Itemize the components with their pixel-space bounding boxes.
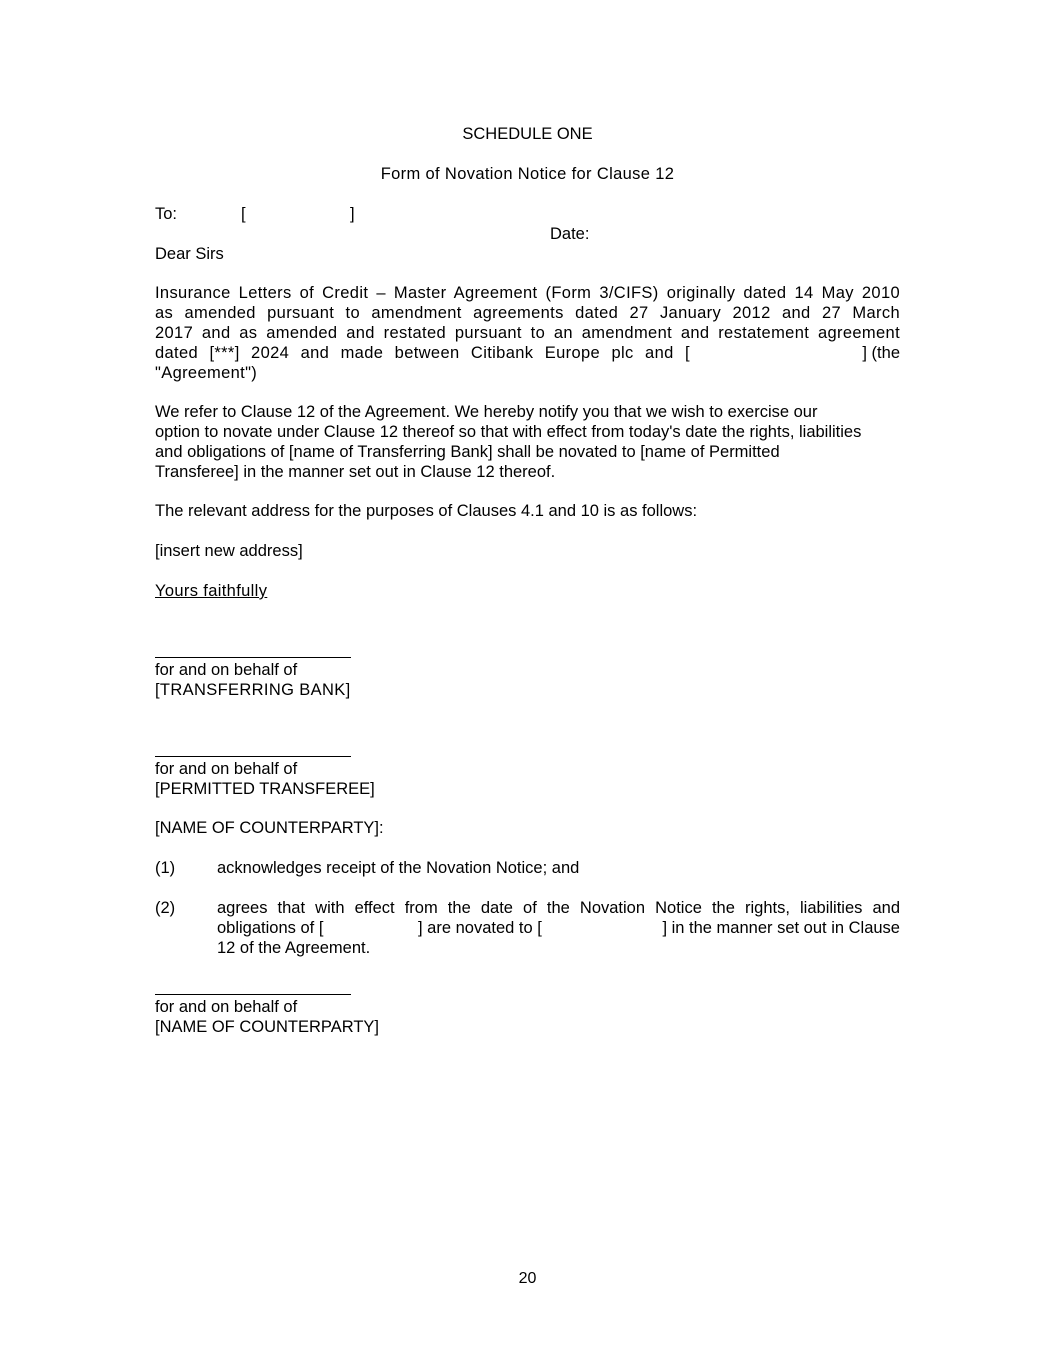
signature-party: [TRANSFERRING BANK] (155, 681, 351, 699)
page-number: 20 (518, 1270, 537, 1287)
signature-party: [PERMITTED TRANSFEREE] (155, 780, 375, 798)
item-line-part: obligations of [ (217, 919, 324, 937)
refer-line: and obligations of [name of Transferring Bank] shall be novated to [name of Permitted (155, 443, 780, 461)
heading-line: "Agreement") (155, 364, 258, 382)
agreement-heading-paragraph (155, 283, 900, 383)
schedule-title: SCHEDULE ONE (462, 125, 593, 143)
to-close-bracket: ] (350, 205, 355, 223)
heading-line (155, 343, 900, 363)
item-line (217, 918, 900, 938)
signature-line (155, 994, 351, 995)
refer-line: option to novate under Clause 12 thereof so that with effect from today's date the rights, liabilities (155, 423, 862, 441)
heading-line-part: ] (the (862, 344, 900, 362)
item-text (217, 898, 900, 958)
signature-behalf: for and on behalf of (155, 998, 298, 1016)
item-line-part: ] are novated to [ (418, 919, 542, 937)
item-line: 12 of the Agreement. (217, 939, 371, 957)
refer-line: Transferee] in the manner set out in Clause 12 thereof. (155, 463, 556, 481)
signature-line (155, 657, 351, 658)
signature-line (155, 756, 351, 757)
heading-line: Insurance Letters of Credit – Master Agreement (Form 3/CIFS) originally dated 14 May 2010 (155, 284, 900, 302)
to-open-bracket: [ (241, 205, 246, 223)
item-text: acknowledges receipt of the Novation Notice; and (217, 859, 580, 877)
item-line-part: ] in the manner set out in Clause (662, 919, 900, 937)
heading-line-part: dated [***] 2024 and made between Citibank Europe plc and [ (155, 344, 690, 362)
salutation: Dear Sirs (155, 245, 224, 263)
item-line: agrees that with effect from the date of the Novation Notice the rights, liabilities and (217, 899, 900, 917)
signature-behalf: for and on behalf of (155, 760, 298, 778)
insert-address: [insert new address] (155, 542, 303, 560)
heading-line: 2017 and as amended and restated pursuant to an amendment and restatement agreement (155, 324, 900, 342)
form-title: Form of Novation Notice for Clause 12 (380, 165, 675, 183)
to-label: To: (155, 205, 178, 223)
address-paragraph: The relevant address for the purposes of Clauses 4.1 and 10 is as follows: (155, 502, 698, 520)
counterparty-heading: [NAME OF COUNTERPARTY]: (155, 819, 384, 837)
signature-party: [NAME OF COUNTERPARTY] (155, 1018, 379, 1036)
closing: Yours faithfully (155, 582, 268, 600)
signature-behalf: for and on behalf of (155, 661, 298, 679)
refer-line: We refer to Clause 12 of the Agreement. We hereby notify you that we wish to exercise our (155, 403, 818, 421)
refer-paragraph (155, 402, 900, 482)
item-number: (2) (155, 899, 176, 917)
item-number: (1) (155, 859, 176, 877)
date-label: Date: (550, 225, 590, 243)
heading-line: as amended pursuant to amendment agreements dated 27 January 2012 and 27 March (155, 304, 900, 322)
